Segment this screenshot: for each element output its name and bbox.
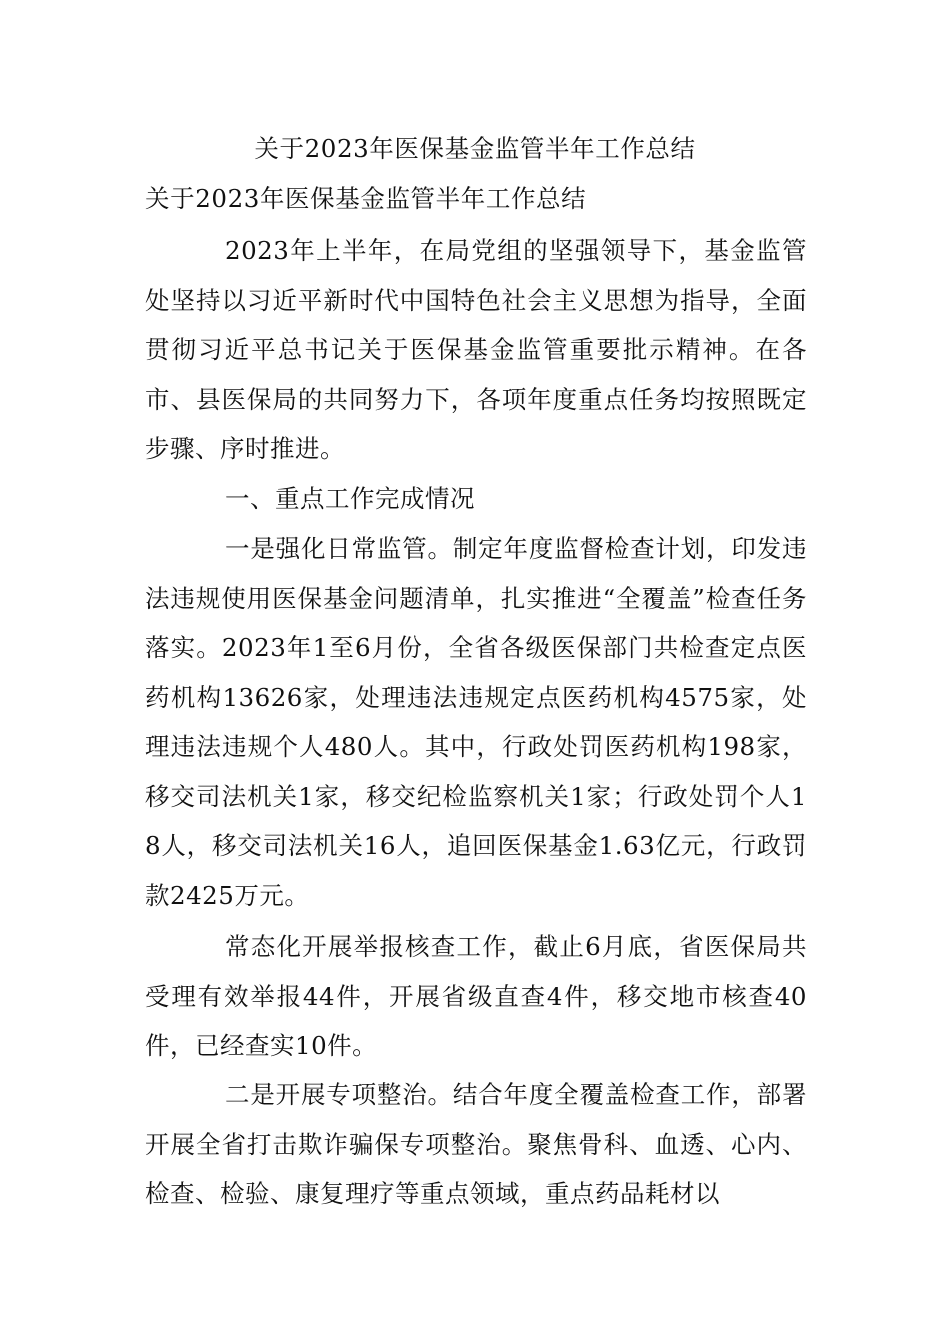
intro-paragraph: 2023年上半年，在局党组的坚强领导下，基金监管处坚持以习近平新时代中国特色社会主义思想为指导，全面贯彻习近平总书记关于医保基金监管重要批示精神。在各市、县医保局的共同努力下，各项年度重点任务均按照既定步骤、序时推进。 <box>145 236 807 463</box>
document-title: 关于2023年医保基金监管半年工作总结 <box>254 134 696 163</box>
item-one-paragraph: 一是强化日常监管。制定年度监督检查计划，印发违法违规使用医保基金问题清单，扎实推进“全覆盖”检查任务落实。2023年1至6月份，全省各级医保部门共检查定点医药机构13626家，处理违法违规定点医药机构4575家，处理违法违规个人480人。其中，行政处罚医药机构198家，移交司法机关1家，移交纪检监察机关1家；行政处罚个人18人，移交司法机关16人，追回医保基金1.63亿元，行政罚款2425万元。 <box>145 534 807 910</box>
report-verification-paragraph: 常态化开展举报核查工作，截止6月底，省医保局共受理有效举报44件，开展省级直查4件，移交地市核查40件，已经查实10件。 <box>145 932 807 1060</box>
item-two-paragraph: 二是开展专项整治。结合年度全覆盖检查工作，部署开展全省打击欺诈骗保专项整治。聚焦骨科、血透、心内、检查、检验、康复理疗等重点领域，重点药品耗材以 <box>145 1080 807 1208</box>
section-heading: 一、重点工作完成情况 <box>225 484 475 513</box>
document-subtitle: 关于2023年医保基金监管半年工作总结 <box>145 184 587 213</box>
